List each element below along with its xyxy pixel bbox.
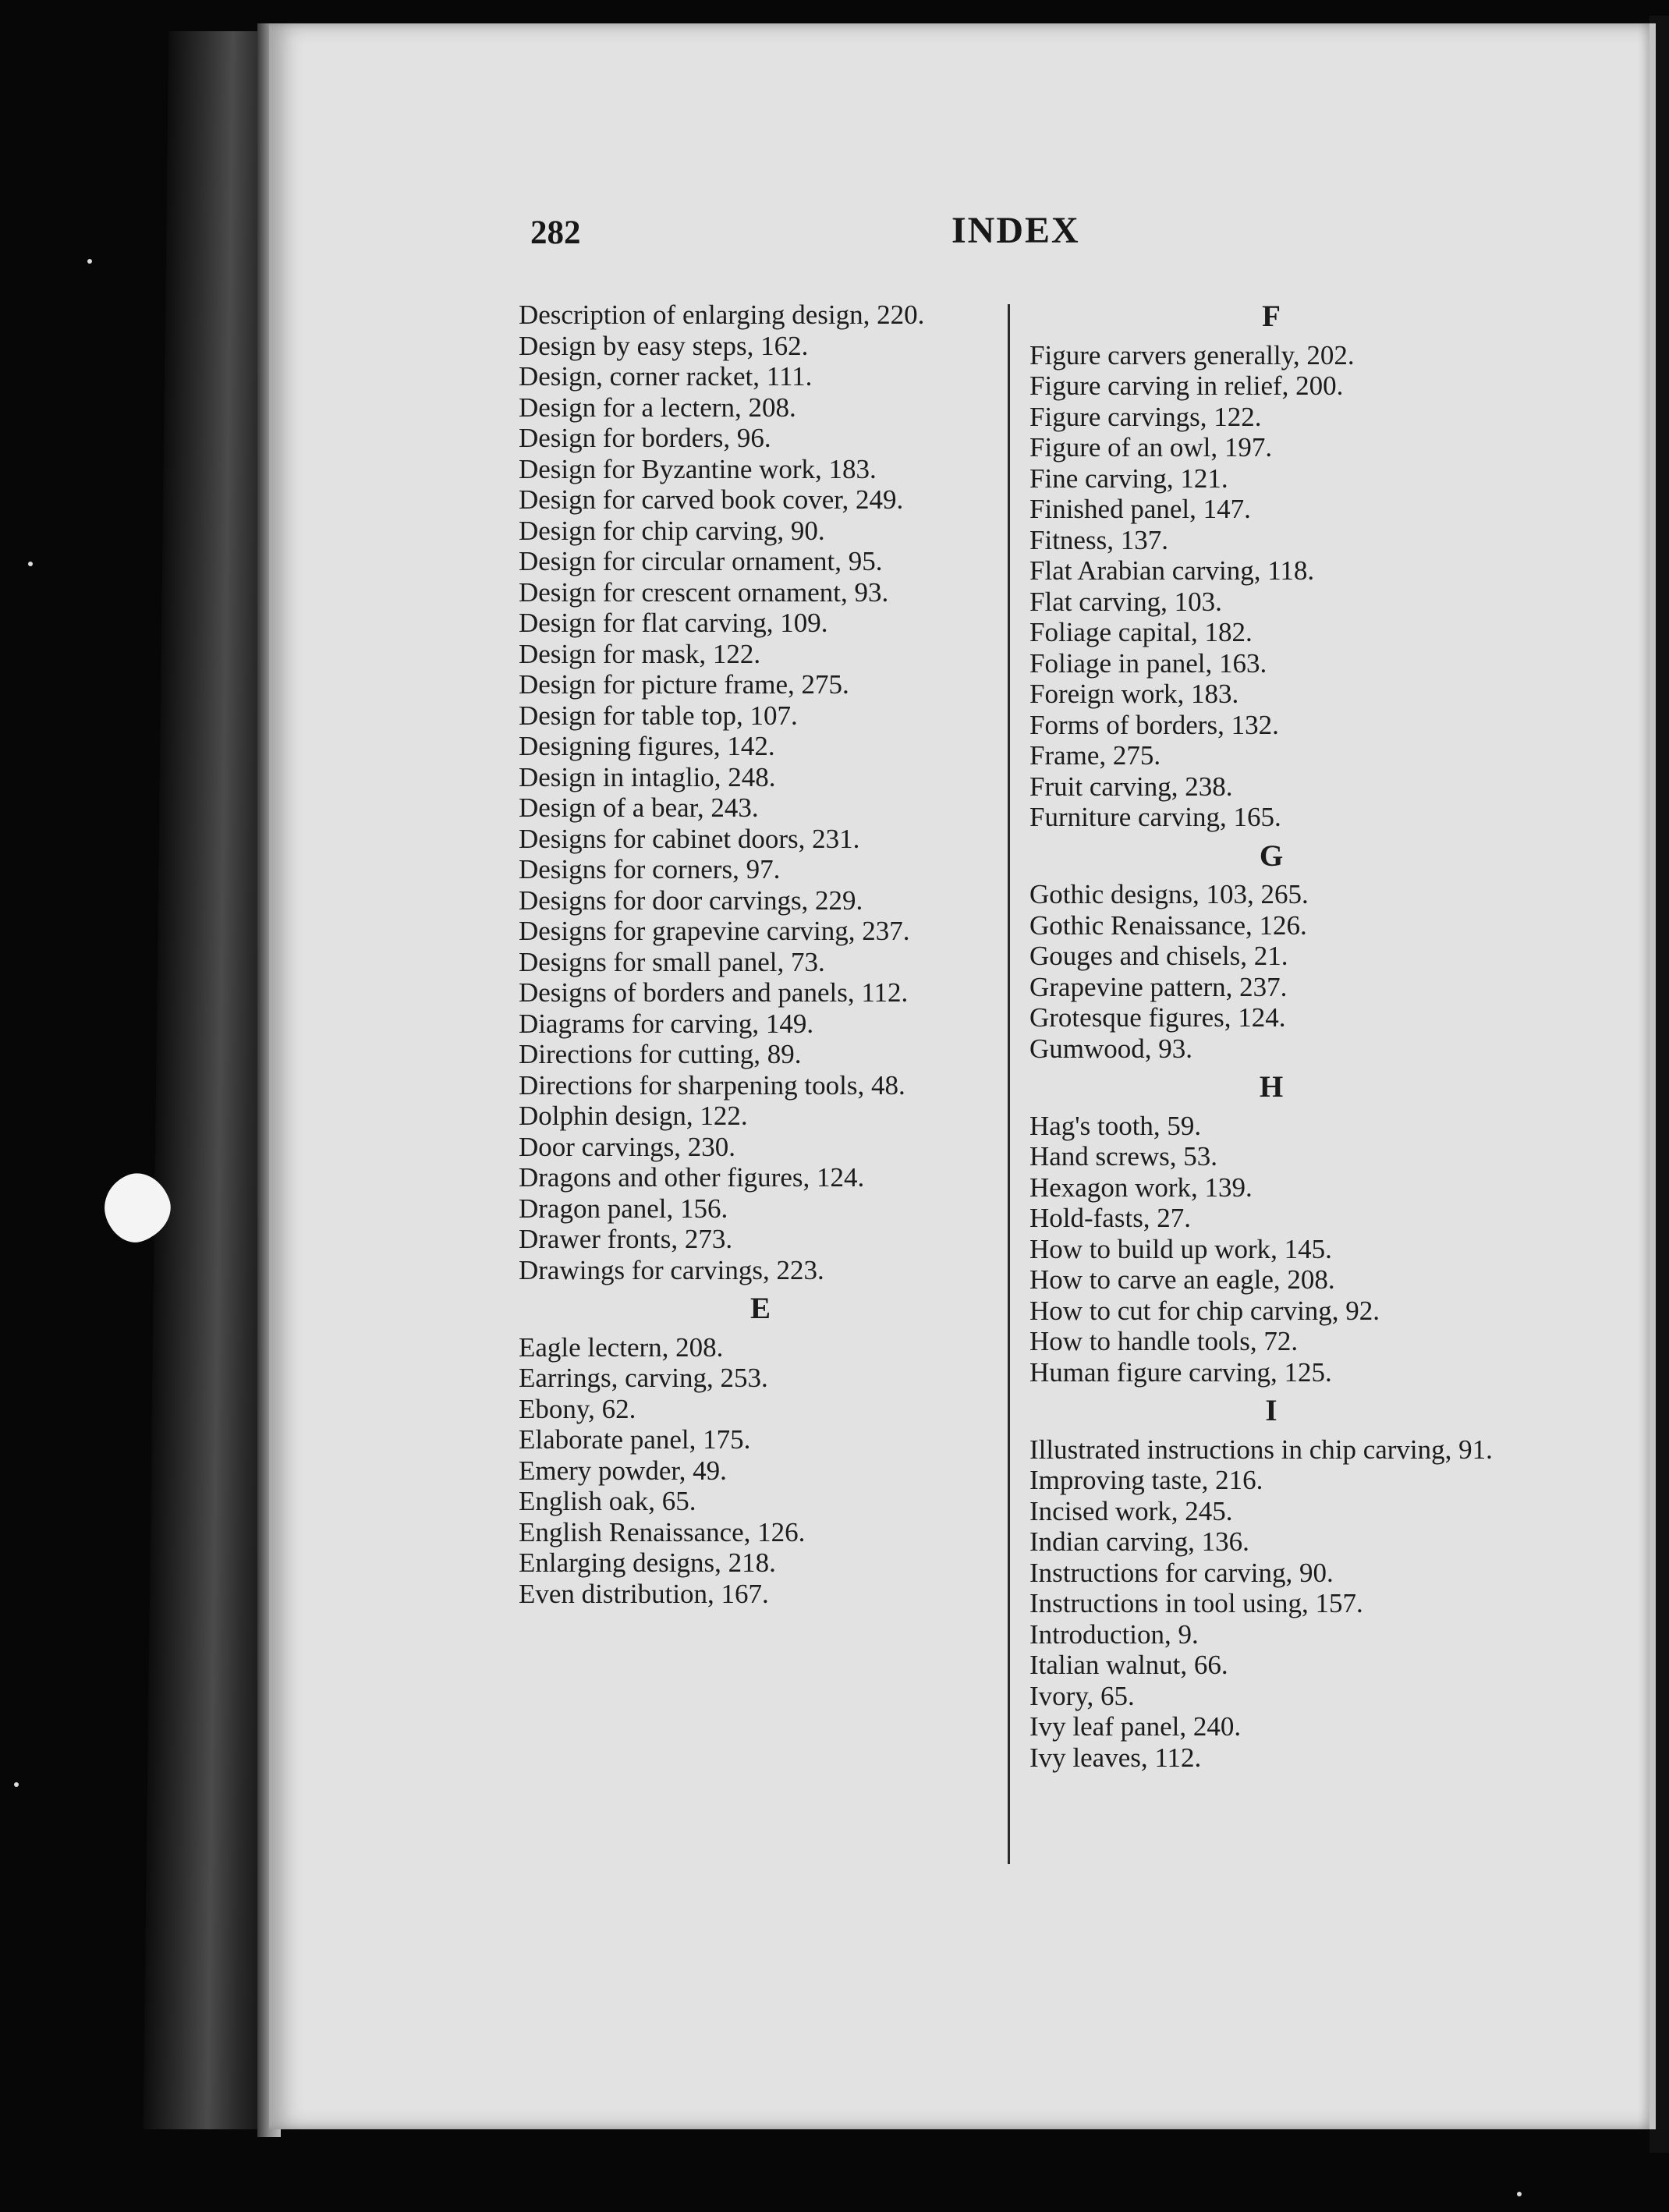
- index-entry: Instructions in tool using, 157.: [1029, 1588, 1363, 1618]
- index-entry: Finished panel, 147.: [1029, 494, 1251, 524]
- index-entry: Gumwood, 93.: [1029, 1033, 1193, 1064]
- index-entry: Italian walnut, 66.: [1029, 1650, 1228, 1680]
- index-entry: Dragons and other figures, 124.: [519, 1162, 865, 1193]
- index-entry: Figure carving in relief, 200.: [1029, 370, 1344, 401]
- index-entry: Instructions for carving, 90.: [1029, 1557, 1334, 1588]
- index-entry: Ebony, 62.: [519, 1393, 636, 1424]
- index-entry: Directions for sharpening tools, 48.: [519, 1069, 905, 1101]
- section-heading-f: F: [1262, 300, 1281, 333]
- index-entry: Drawer fronts, 273.: [519, 1224, 733, 1254]
- index-entry: Design for carved book cover, 249.: [519, 484, 904, 515]
- index-entry: Designs for door carvings, 229.: [519, 884, 863, 916]
- index-entry: Frame, 275.: [1029, 740, 1161, 771]
- index-entry: Gouges and chisels, 21.: [1029, 941, 1288, 971]
- index-entry: Improving taste, 216.: [1029, 1465, 1263, 1495]
- dust-speck: [87, 259, 92, 264]
- index-entry: Figure carvers generally, 202.: [1029, 339, 1355, 370]
- index-entry: Flat carving, 103.: [1029, 586, 1222, 617]
- index-entry: Drawings for carvings, 223.: [519, 1254, 824, 1285]
- index-entry: Eagle lectern, 208.: [519, 1331, 724, 1363]
- index-entry: Grapevine pattern, 237.: [1029, 971, 1288, 1002]
- index-column-right: [1029, 301, 1513, 1773]
- index-entry: Hag's tooth, 59.: [1029, 1110, 1202, 1141]
- index-entry: Design for picture frame, 275.: [519, 669, 849, 700]
- index-entry: Designs for small panel, 73.: [519, 946, 825, 977]
- column-divider: [1008, 304, 1010, 1864]
- index-entry: Design, corner racket, 111.: [519, 361, 813, 392]
- book-page: [269, 23, 1656, 2129]
- index-entry: Introduction, 9.: [1029, 1618, 1199, 1650]
- dust-speck: [14, 1782, 19, 1787]
- index-entry: Furniture carving, 165.: [1029, 802, 1281, 832]
- index-entry: Description of enlarging design, 220.: [519, 300, 925, 330]
- index-entry: Fitness, 137.: [1029, 524, 1168, 555]
- index-entry: Grotesque figures, 124.: [1029, 1002, 1286, 1033]
- index-entry: Design for circular ornament, 95.: [519, 546, 883, 576]
- index-entry: Door carvings, 230.: [519, 1131, 736, 1162]
- index-entry: Dragon panel, 156.: [519, 1193, 728, 1224]
- index-entry: Gothic designs, 103, 265.: [1029, 879, 1309, 909]
- page-number: 282: [530, 214, 581, 251]
- index-entry: Elaborate panel, 175.: [519, 1424, 751, 1455]
- index-entry: Figure of an owl, 197.: [1029, 432, 1273, 463]
- index-entry: Gothic Renaissance, 126.: [1029, 909, 1307, 941]
- index-entry: Illustrated instructions in chip carving, 91.: [1029, 1434, 1493, 1465]
- dust-speck: [28, 562, 33, 566]
- index-entry: Designs of borders and panels, 112.: [519, 977, 909, 1008]
- index-entry: Ivy leaf panel, 240.: [1029, 1711, 1242, 1742]
- section-heading-e: E: [749, 1292, 771, 1325]
- index-entry: Directions for cutting, 89.: [519, 1039, 802, 1069]
- index-entry: Design for flat carving, 109.: [519, 608, 828, 638]
- index-entry: Design for borders, 96.: [519, 423, 771, 453]
- index-entry: How to handle tools, 72.: [1029, 1326, 1299, 1356]
- index-entry: Designs for grapevine carving, 237.: [519, 916, 910, 946]
- index-entry: Indian carving, 136.: [1029, 1526, 1249, 1557]
- index-entry: Design for crescent ornament, 93.: [519, 576, 889, 608]
- index-entry: English oak, 65.: [519, 1486, 696, 1516]
- index-entry: How to cut for chip carving, 92.: [1029, 1295, 1380, 1326]
- index-entry: Fruit carving, 238.: [1029, 771, 1233, 802]
- index-entry: Design for Byzantine work, 183.: [519, 453, 877, 484]
- index-entry: Dolphin design, 122.: [519, 1101, 748, 1131]
- index-entry: Enlarging designs, 218.: [519, 1547, 776, 1578]
- index-entry: Figure carvings, 122.: [1029, 401, 1262, 432]
- section-heading-g: G: [1259, 838, 1284, 873]
- index-entry: Design of a bear, 243.: [519, 792, 759, 823]
- page-header: [530, 204, 1100, 267]
- index-entry: Earrings, carving, 253.: [519, 1363, 768, 1393]
- index-entry: Foliage capital, 182.: [1029, 617, 1253, 647]
- index-entry: Human figure carving, 125.: [1029, 1356, 1332, 1388]
- index-entry: Incised work, 245.: [1029, 1495, 1233, 1526]
- index-entry: Forms of borders, 132.: [1029, 709, 1279, 740]
- section-heading-h: H: [1259, 1070, 1284, 1104]
- index-entry: Design for chip carving, 90.: [519, 515, 825, 546]
- index-entry: Flat Arabian carving, 118.: [1029, 555, 1315, 586]
- index-entry: Design by easy steps, 162.: [519, 330, 809, 361]
- index-entry: Fine carving, 121.: [1029, 463, 1228, 494]
- index-entry: Design for mask, 122.: [519, 638, 761, 669]
- section-heading-i: I: [1265, 1394, 1277, 1427]
- index-entry: Hold-fasts, 27.: [1029, 1203, 1192, 1233]
- index-column-left: [519, 300, 1002, 1609]
- index-entry: Foreign work, 183.: [1029, 679, 1239, 709]
- index-entry: Design for table top, 107.: [519, 700, 798, 731]
- index-entry: Hand screws, 53.: [1029, 1141, 1218, 1172]
- index-entry: English Renaissance, 126.: [519, 1516, 806, 1547]
- index-entry: Even distribution, 167.: [519, 1578, 769, 1609]
- page-title: INDEX: [951, 210, 1080, 251]
- index-entry: Ivy leaves, 112.: [1029, 1742, 1202, 1773]
- index-entry: How to build up work, 145.: [1029, 1233, 1332, 1264]
- index-entry: Hexagon work, 139.: [1029, 1172, 1253, 1203]
- index-entry: Designs for cabinet doors, 231.: [519, 823, 860, 854]
- index-entry: Emery powder, 49.: [519, 1455, 727, 1486]
- index-entry: Designing figures, 142.: [519, 731, 775, 761]
- index-entry: Diagrams for carving, 149.: [519, 1008, 814, 1039]
- index-entry: Designs for corners, 97.: [519, 854, 781, 884]
- index-entry: Design in intaglio, 248.: [519, 761, 776, 792]
- index-entry: Design for a lectern, 208.: [519, 392, 796, 423]
- index-entry: How to carve an eagle, 208.: [1029, 1264, 1335, 1295]
- index-entry: Ivory, 65.: [1029, 1680, 1135, 1711]
- index-entry: Foliage in panel, 163.: [1029, 647, 1267, 679]
- dust-speck: [1517, 2192, 1522, 2196]
